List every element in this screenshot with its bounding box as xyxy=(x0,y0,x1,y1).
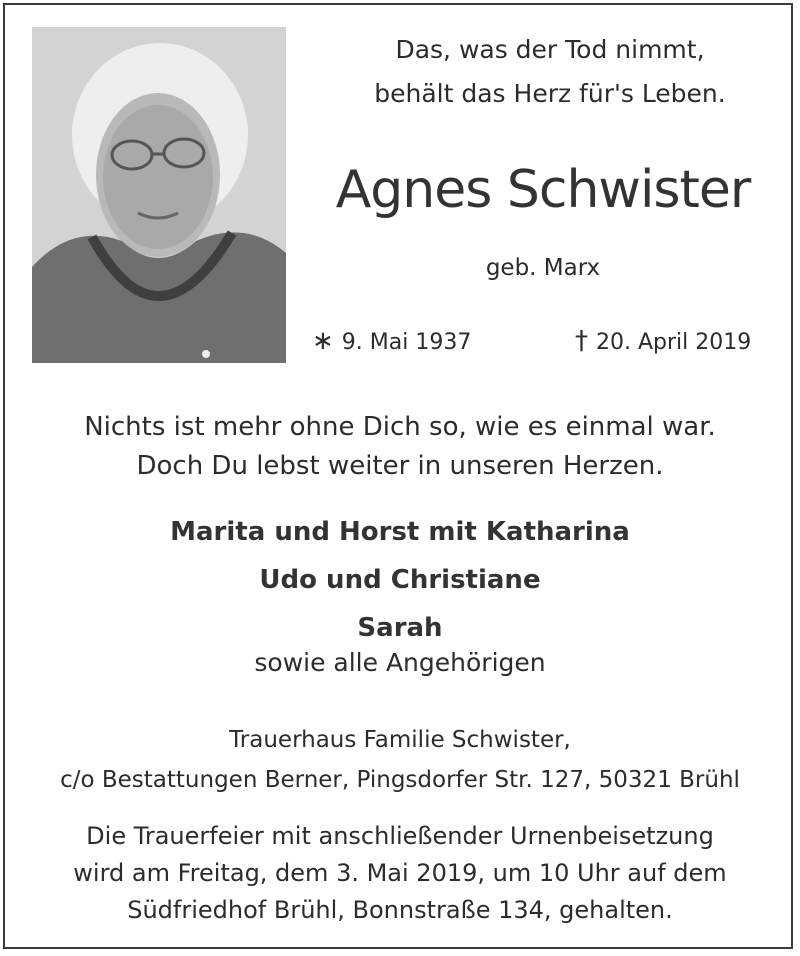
address-line: Trauerhaus Familie Schwister, xyxy=(229,727,571,753)
verse-line: Nichts ist mehr ohne Dich so, wie es einmal war. xyxy=(84,412,716,442)
family-line: Marita und Horst mit Katharina xyxy=(170,517,630,547)
service-line: Südfriedhof Brühl, Bonnstraße 134, gehalten. xyxy=(127,896,673,924)
quote-line: behält das Herz für's Leben. xyxy=(374,79,726,108)
maiden-name: geb. Marx xyxy=(485,255,601,281)
family-line: Sarah xyxy=(357,613,443,643)
address-line: c/o Bestattungen Berner, Pingsdorfer Str. 127, 50321 Brühl xyxy=(60,767,740,793)
family-line: Udo und Christiane xyxy=(259,565,541,595)
birth-date-text: 9. Mai 1937 xyxy=(341,330,472,355)
memorial-verse xyxy=(0,408,800,486)
family-names xyxy=(0,508,800,652)
death-date xyxy=(575,326,751,356)
funeral-service-info xyxy=(0,818,800,929)
deceased-name: Agnes Schwister xyxy=(335,160,751,220)
relatives-line: sowie alle Angehörigen xyxy=(254,648,546,677)
portrait-photo xyxy=(32,27,286,363)
service-line: Die Trauerfeier mit anschließender Urnenbeisetzung xyxy=(86,822,714,850)
death-date-text: 20. April 2019 xyxy=(596,330,752,355)
quote-line: Das, was der Tod nimmt, xyxy=(395,35,705,64)
verse-line: Doch Du lebst weiter in unseren Herzen. xyxy=(136,451,664,481)
asterisk-icon: ∗ xyxy=(312,326,334,356)
mourning-address xyxy=(0,720,800,800)
service-line: wird am Freitag, dem 3. Mai 2019, um 10 Uhr auf dem xyxy=(73,859,727,887)
epitaph-quote xyxy=(300,28,800,116)
cross-icon: † xyxy=(575,326,588,356)
birth-date xyxy=(312,326,471,356)
